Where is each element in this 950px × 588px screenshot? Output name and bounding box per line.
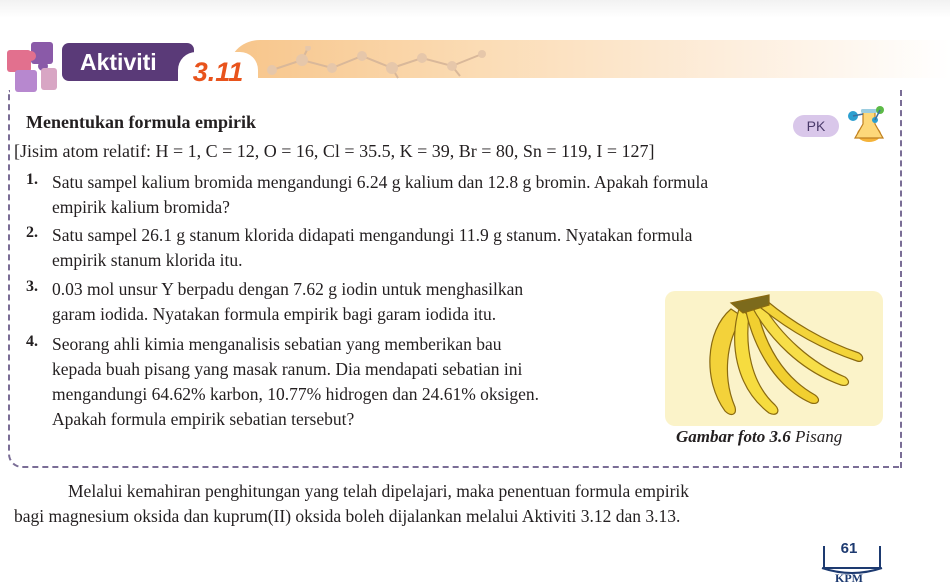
caption-label: Gambar foto 3.6 [676, 427, 791, 446]
question-line: Apakah formula empirik sebatian tersebut? [52, 409, 355, 429]
activity-number: 3.11 [178, 52, 258, 92]
pk-badge: PK [793, 115, 839, 137]
puzzle-people-icon [5, 36, 63, 94]
publisher-label: KPM [835, 571, 863, 585]
closing-paragraph-line-2: bagi magnesium oksida dan kuprum(II) oksida boleh dijalankan melalui Aktiviti 3.12 dan 3.13. [14, 506, 681, 526]
activity-heading: Menentukan formula empirik [26, 112, 257, 132]
question-line: Satu sampel 26.1 g stanum klorida didapati mengandungi 11.9 g stanum. Nyatakan formula [52, 225, 693, 245]
molecule-decoration-icon [262, 46, 522, 80]
figure-caption [676, 427, 842, 447]
question-number: 1. [26, 171, 38, 188]
question-number: 4. [26, 333, 38, 350]
question-line: empirik kalium bromida? [52, 197, 230, 217]
chemistry-flask-icon [845, 104, 887, 144]
question-line: garam iodida. Nyatakan formula empirik bagi garam iodida itu. [52, 304, 497, 324]
relative-atomic-masses: [Jisim atom relatif: H = 1, C = 12, O = 16, Cl = 35.5, K = 39, Br = 80, Sn = 119, I = 127] [14, 141, 655, 161]
caption-text: Pisang [795, 427, 843, 446]
page-number: 61 [840, 540, 858, 557]
banana-photo [665, 291, 883, 426]
closing-paragraph-line-1: Melalui kemahiran penghitungan yang telah dipelajari, maka penentuan formula empirik [68, 481, 690, 501]
top-fade [0, 0, 950, 18]
question-line: 0.03 mol unsur Y berpadu dengan 7.62 g iodin untuk menghasilkan [52, 279, 524, 299]
activity-label: Aktiviti [62, 43, 194, 81]
question-line: Satu sampel kalium bromida mengandungi 6.24 g kalium dan 12.8 g bromin. Apakah formula [52, 172, 709, 192]
question-number: 3. [26, 278, 38, 295]
question-line: mengandungi 64.62% karbon, 10.77% hidrogen dan 24.61% oksigen. [52, 384, 540, 404]
question-line: kepada buah pisang yang masak ranum. Dia mendapati sebatian ini [52, 359, 523, 379]
question-line: empirik stanum klorida itu. [52, 250, 243, 270]
question-number: 2. [26, 224, 38, 241]
question-line: Seorang ahli kimia menganalisis sebatian yang memberikan bau [52, 334, 502, 354]
banana-icon [665, 291, 883, 426]
